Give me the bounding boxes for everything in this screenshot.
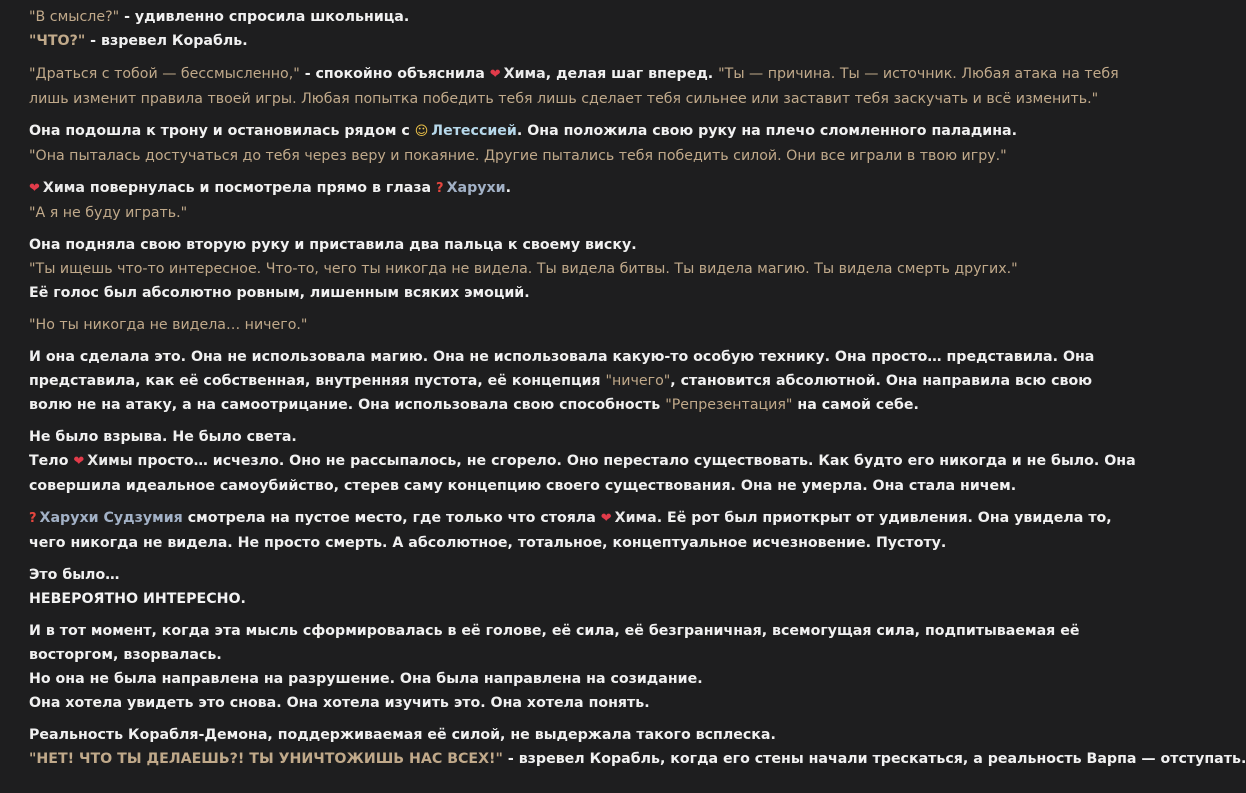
narration: . — [1010, 478, 1017, 494]
line — [29, 587, 1138, 611]
broken-heart-icon: ❤ — [600, 511, 612, 526]
line — [29, 201, 1138, 225]
narration: - взревел Корабль, когда его стены начали трескаться, а реальность Варпа — отступать. — [502, 751, 1246, 767]
line — [29, 667, 1138, 691]
quote: "Ты ищешь что-то интересное. Что-то, чего ты никогда не видела. Ты видела битвы. Ты видела магию. Ты видела смерть других." — [29, 261, 1018, 277]
line — [29, 29, 1138, 53]
quote: "ничего" — [605, 373, 671, 389]
narration: . Пустоту. — [865, 535, 947, 551]
paragraph — [29, 619, 1138, 667]
narration: Это было… — [29, 567, 120, 583]
character-name-hima[interactable]: Химы — [87, 453, 133, 469]
narration: И в тот момент, когда эта мысль сформировалась в её голове, её сила, её безграничная, всемогущая сила, подпитываемая её восторгом, взорвалась. — [29, 623, 1080, 663]
line — [29, 119, 1138, 144]
emphasis: ничем — [960, 478, 1011, 494]
line — [29, 281, 1138, 305]
broken-heart-icon: ❤ — [29, 181, 40, 196]
quote: "Но ты никогда не видела… ничего." — [29, 317, 308, 333]
character-name-hima[interactable]: Хима — [42, 180, 85, 196]
quote: "ЧТО?" — [29, 33, 86, 49]
paragraph — [29, 506, 1138, 555]
line — [29, 723, 1138, 747]
line — [29, 313, 1138, 337]
narration: Реальность Корабля-Демона, поддерживаемая её силой, не выдержала такого всплеска. — [29, 727, 776, 743]
line — [29, 5, 1138, 29]
narration: , становится абсолютной. Она направила всю свою волю не на атаку, а на самоотрицание. Она использовала свою способность — [29, 373, 1093, 413]
paragraph — [29, 345, 1138, 417]
smiling-face-icon: ☺ — [414, 124, 429, 139]
narration: просто… исчезло. Оно не рассыпалось, не сгорело. Оно перестало существовать. Как будто его никогда и не было. Она совершила идеальное самоубийство, стерев саму концепцию своего существования. Она не умерла. Она стала — [29, 453, 1136, 494]
narration: - спокойно объяснила — [299, 66, 490, 82]
line — [29, 563, 1138, 587]
narration: Она хотела увидеть это снова. Она хотела изучить это. Она хотела понять. — [29, 695, 650, 711]
line — [29, 176, 1138, 201]
quote: "Репрезентация" — [665, 397, 793, 413]
chat-log — [0, 5, 1246, 771]
narration: . Её рот был приоткрыт от удивления. Она увидела то, чего никогда не видела. Не просто смерть. А абсолютное, тотальное, концептуальное — [29, 510, 1112, 551]
line — [29, 747, 1246, 771]
paragraph — [29, 62, 1138, 111]
line — [29, 257, 1138, 281]
quote: "Ты — причина. Ты — источник. Любая атака на тебя лишь изменит правила твоей игры. Любая попытка победить тебя лишь сделает тебя сильнее или заставит тебя заскучать и всё изменить." — [29, 66, 1119, 107]
emphasis: НЕВЕРОЯТНО ИНТЕРЕСНО. — [29, 591, 246, 607]
narration: Не было взрыва. Не было света. — [29, 429, 297, 445]
narration: , делая шаг вперед. — [545, 66, 719, 82]
line — [29, 691, 1138, 715]
narration: Её голос был абсолютно ровным, лишенным всяких эмоций. — [29, 285, 530, 301]
narration: . Она положила свою руку на плечо сломленного паладина. — [516, 123, 1017, 139]
question-mark-icon: ? — [436, 181, 444, 196]
quote: "Она пыталась достучаться до тебя через веру и покаяние. Другие пытались тебя победить силой. Они все играли в твою игру." — [29, 148, 1007, 164]
narration: Но она не была направлена на разрушение. Она была направлена на созидание. — [29, 671, 703, 687]
narration: повернулась и посмотрела прямо в глаза — [84, 180, 437, 196]
narration: - взревел Корабль. — [85, 33, 248, 49]
narration: смотрела на пустое место, где только что стояла — [182, 510, 601, 526]
narration: Тело — [29, 453, 74, 469]
quote: "В смысле?" — [29, 9, 120, 25]
line — [29, 233, 1138, 257]
line — [29, 425, 1138, 449]
broken-heart-icon: ❤ — [73, 454, 85, 469]
quote: "Драться с тобой — бессмысленно," — [29, 66, 300, 82]
line — [29, 144, 1138, 168]
question-mark-icon: ? — [29, 511, 37, 526]
quote: "А я не буду играть." — [29, 205, 188, 221]
quote: "НЕТ! ЧТО ТЫ ДЕЛАЕШЬ?! ТЫ УНИЧТОЖИШЬ НАС ВСЕХ!" — [29, 751, 503, 767]
narration: - удивленно спросила школьница. — [119, 9, 410, 25]
broken-heart-icon: ❤ — [489, 67, 501, 82]
character-name-haruhi[interactable]: Харухи — [446, 180, 506, 196]
character-name-hima[interactable]: Хима — [503, 66, 546, 82]
paragraph — [29, 449, 1138, 498]
narration: на самой себе. — [792, 397, 919, 413]
character-name-haruhi[interactable]: Харухи Судзумия — [39, 510, 183, 526]
narration: И она сделала это. Она не использовала магию. Она не использовала какую-то особую технику. Она просто… представила. Она представила, как её собственная, внутренняя пустота, её концепция — [29, 349, 1095, 389]
narration: Она подняла свою вторую руку и приставила два пальца к своему виску. — [29, 237, 637, 253]
character-name-hima[interactable]: Хима — [614, 510, 657, 526]
character-name-letessia[interactable]: Летессией — [431, 123, 517, 139]
emphasis: исчезновение — [752, 535, 866, 551]
narration: Она подошла к трону и остановилась рядом с — [29, 123, 415, 139]
narration: . — [505, 180, 511, 196]
